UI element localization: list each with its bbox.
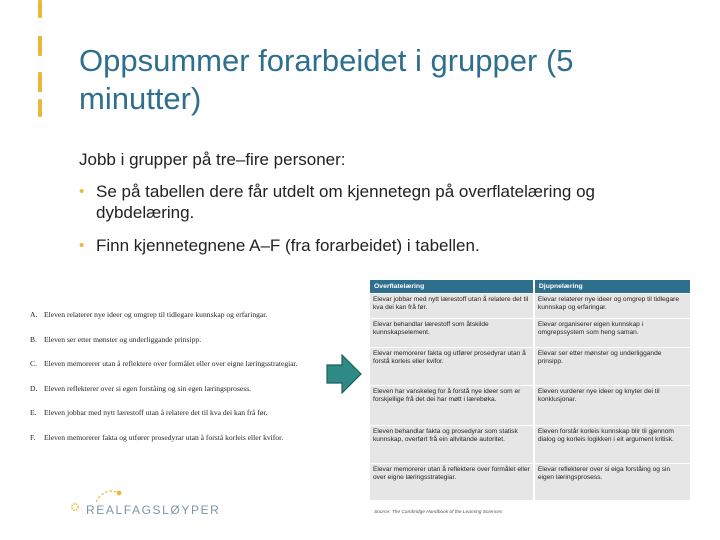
- bullet-text: Se på tabellen dere får utdelt om kjennetegn på overflatelæring og dybdelæring.: [96, 182, 595, 222]
- logo-text: REALFAGSLØYPER: [86, 503, 221, 517]
- statement-item: [30, 335, 330, 360]
- statement-item: [30, 359, 330, 384]
- table-cell: Elevar relaterer nye ideer og omgrep til tidlegare kunnskap og erfaringar.: [534, 294, 690, 319]
- table-cell: Elevar organiserer eigen kunnskap i omgrepssystem som heng saman.: [534, 319, 690, 348]
- table-row: [370, 386, 690, 426]
- arrow-right-icon: [326, 354, 362, 394]
- table-cell: Eleven forstår korleis kunnskap blir til gjennom dialog og korleis logikken i eit argument kritisk.: [534, 426, 690, 464]
- table-source: Source: The Cambridge Handbook of the Learning Sciences: [374, 510, 503, 515]
- table-row: [370, 319, 690, 348]
- bullet-text: Finn kjennetegnene A–F (fra forarbeidet) i tabellen.: [96, 236, 480, 255]
- column-header: Overflatelæring: [370, 280, 534, 294]
- table-cell: Elevar reflekterer over si eiga forståing og sin eigen læringsprosess.: [534, 464, 690, 500]
- statement-list: [30, 310, 330, 457]
- table-header-row: [370, 280, 690, 294]
- table-row: [370, 348, 690, 386]
- statement-letter: C.: [30, 359, 37, 368]
- statement-text: Eleven ser etter mønster og underliggande prinsipp.: [44, 334, 202, 344]
- table-row: [370, 294, 690, 319]
- statement-text: Eleven memorerer utan å reflektere over formålet eller over eigne læringsstrategiar.: [44, 359, 298, 368]
- learning-table: [370, 280, 690, 500]
- statement-item: [30, 310, 330, 335]
- statement-item: [30, 433, 330, 458]
- accent-line-segment: [38, 72, 42, 92]
- table-cell: Eleven behandlar fakta og prosedyrar som statisk kunnskap, overført frå ein allvitande autoritet.: [370, 426, 534, 464]
- column-header: Djupnelæring: [534, 280, 690, 294]
- statement-letter: B.: [30, 334, 37, 344]
- table-cell: Eleven vurderer nye ideer og knyter dei til konklusjonar.: [534, 386, 690, 426]
- statement-item: [30, 408, 330, 433]
- statement-letter: E.: [30, 408, 37, 417]
- statement-letter: F.: [30, 432, 36, 442]
- intro-text: Jobb i grupper på tre–fire personer:: [79, 150, 346, 169]
- statement-item: [30, 384, 330, 409]
- statement-text: Eleven relaterer nye ideer og omgrep til tidlegare kunnskap og erfaringar.: [44, 310, 268, 319]
- bullet-dot-icon: •: [79, 183, 85, 200]
- accent-line-segment: [38, 0, 42, 18]
- statement-letter: A.: [30, 310, 38, 319]
- statement-text: Eleven jobbar med nytt lærestoff utan å relatere det til kva dei kan frå før.: [44, 408, 268, 417]
- table-cell: Eleven har vanskeleg for å forstå nye ideer som er forskjellige frå det dei har møtt i lærebøka.: [370, 386, 534, 426]
- statement-letter: D.: [30, 383, 38, 393]
- statement-text: Eleven reflekterer over si egen forståing og sin egen læringsprosess.: [44, 383, 252, 393]
- table-cell: Elevar memorerer utan å reflektere over formålet eller over eigne læringsstrategiar.: [370, 464, 534, 500]
- table-row: [370, 464, 690, 500]
- table-cell: Elevar ser etter mønster og underliggande prinsipp.: [534, 348, 690, 386]
- bullet-item: [79, 181, 599, 223]
- statement-text: Eleven memorerer fakta og utfører prosedyrar utan å forstå korleis eller kvifor.: [44, 432, 284, 442]
- bullet-list: [79, 181, 599, 268]
- table-cell: Elevar behandlar lærestoff som åtskilde kunnskapselement.: [370, 319, 534, 348]
- accent-line-segment: [38, 99, 42, 117]
- bullet-item: [79, 235, 599, 256]
- table-row: [370, 426, 690, 464]
- bullet-dot-icon: •: [79, 237, 85, 254]
- table-cell: Elevar memorerer fakta og utfører prosedyrar utan å forstå korleis eller kvifor.: [370, 348, 534, 386]
- accent-line-segment: [38, 36, 42, 56]
- slide-title: Oppsummer forarbeidet i grupper (5 minutter): [79, 43, 574, 116]
- table-cell: Elevar jobbar med nytt lærestoff utan å relatere det til kva dei kan frå før.: [370, 294, 534, 319]
